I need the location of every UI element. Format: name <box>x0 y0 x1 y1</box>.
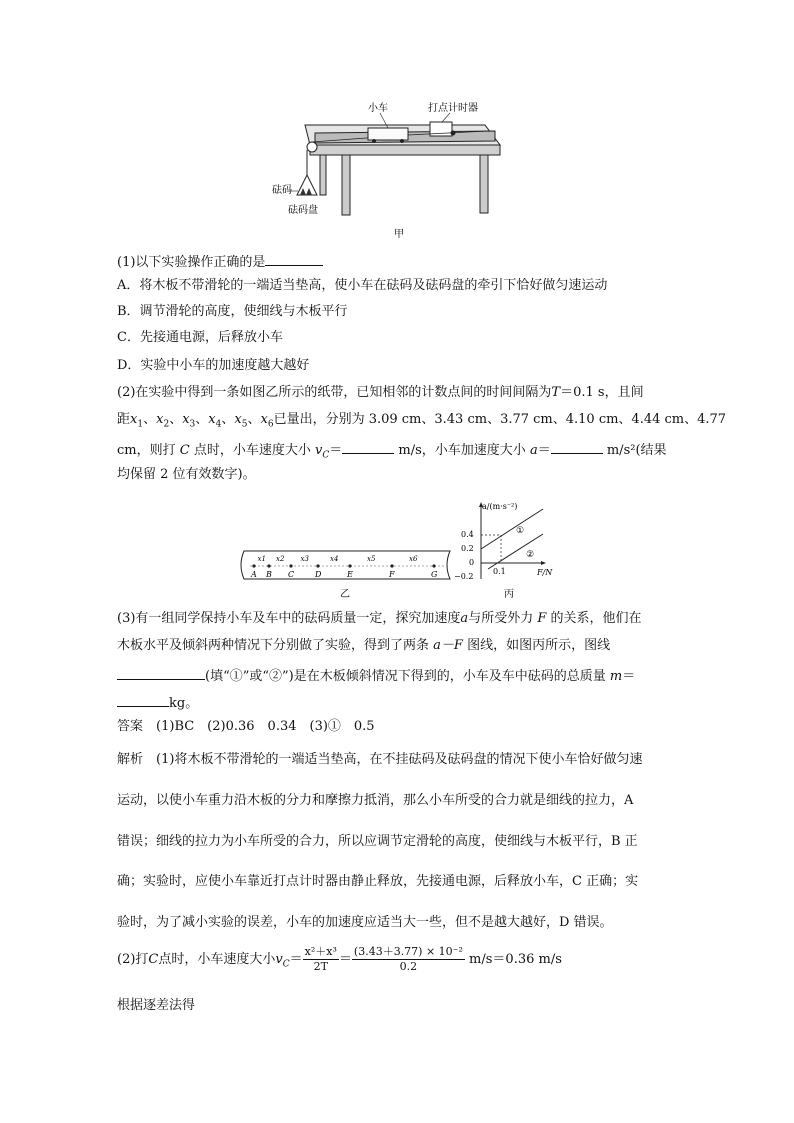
label-pan: 砝码盘 <box>288 205 318 216</box>
table-edge <box>310 145 500 155</box>
leg-right-front <box>480 155 488 213</box>
analysis-line3: 错误；细线的拉力为小车所受的合力，所以应调节定滑轮的高度，使细线与木板平行，B 正 <box>117 834 638 849</box>
velocity-blank[interactable] <box>342 439 394 454</box>
analysis-line4: 确；实验时，应使小车靠近打点计时器由静止释放，先接通电源，后释放小车，C 正确；实 <box>117 874 639 889</box>
x-axis-label: F/N <box>537 568 553 577</box>
label-weight: 砝码 <box>272 185 292 196</box>
q1-option-d: D．实验中小车的加速度越大越好 <box>117 358 310 373</box>
analysis-line1: 解析 (1)将木板不带滑轮的一端适当垫高，在不挂砝码及砝码盘的情况下使小车恰好做匀速 <box>117 752 643 767</box>
q2-line2: 距$x_1$、$x_2$、$x_3$、$x_4$、$x_5$、$x_6$已量出，分别为 3.09 cm、3.43 cm、3.77 cm、4.10 cm、4.44 cm、4.77 <box>117 412 727 430</box>
xtick-0.1: 0.1 <box>493 567 506 576</box>
acceleration-blank[interactable] <box>551 439 603 454</box>
ytick-neg0.2: −0.2 <box>454 572 474 581</box>
tape-point-A <box>252 564 255 567</box>
tape-point-G <box>432 564 435 567</box>
weights-icon <box>300 188 312 195</box>
tape-segment-x6: x6 <box>409 555 418 563</box>
fraction-2: $\frac{\text{(3.43＋3.77) × 10⁻²}}{0.2}$ <box>353 945 463 973</box>
weight-pan <box>297 175 317 195</box>
q2-line3: cm，则打 C 点时，小车速度大小 $v_C= m/s$，小车加速度大小 a＝ m/s²(结果 <box>117 439 667 460</box>
tape-point-F <box>390 564 393 567</box>
q1-option-b: B．调节滑轮的高度，使细线与木板平行 <box>117 304 348 319</box>
analysis-formula: (2)打C点时，小车速度大小$v_C=$ $\frac{\text{x²＋x³}}{2T}$ ＝ $\frac{\text{(3.43＋3.77) × 10⁻²}}{0.2}$ m/s＝0.36 m/s <box>117 945 562 973</box>
tape-segment-x5: x5 <box>367 555 376 563</box>
tape-segment-x3: x3 <box>300 555 309 563</box>
analysis-line2: 运动，以使小车重力沿木板的分力和摩擦力抵消，那么小车所受的合力就是细线的拉力，A <box>117 793 634 808</box>
q1-option-a: A．将木板不带滑轮的一端适当垫高，使小车在砝码及砝码盘的牵引下恰好做匀速运动 <box>117 278 608 293</box>
tape-point-B <box>267 564 270 567</box>
paper-tape <box>241 551 450 579</box>
leg-left-front <box>342 155 350 215</box>
analysis-line5: 验时，为了减小实验的误差，小车的加速度应适当大一些，但不是越大越好，D 错误。 <box>117 915 613 930</box>
q3-line2: 木板水平及倾斜两种情况下分别做了实验，得到了两条 a－F 图线，如图丙所示，图线 <box>117 638 611 653</box>
tape-segment-x2: x2 <box>276 555 285 563</box>
tape-label-G: G <box>431 570 438 579</box>
cart <box>368 128 408 140</box>
fraction-1: $\frac{\text{x²＋x³}}{2T}$ <box>304 945 337 973</box>
figure-yi <box>236 545 456 600</box>
q2-line4: 均保留 2 位有效数字)。 <box>117 467 256 482</box>
figure-jia <box>270 95 540 245</box>
analysis-last: 根据逐差法得 <box>117 998 196 1013</box>
label-cart: 小车 <box>368 103 388 114</box>
tape-point-D <box>316 564 319 567</box>
tape-label-A: A <box>251 570 257 579</box>
ytick-0.4: 0.4 <box>461 530 474 539</box>
graph-choice-blank[interactable] <box>117 665 205 680</box>
figure-bing <box>446 497 556 602</box>
tape-segment-x4: x4 <box>330 555 339 563</box>
tape-label-F: F <box>389 570 395 579</box>
caption-yi: 乙 <box>340 589 350 600</box>
line-1 <box>481 509 543 549</box>
mass-blank[interactable] <box>117 692 169 707</box>
answer-line: 答案 (1)BC (2)0.36 0.34 (3)① 0.5 <box>117 719 375 734</box>
q1-option-c: C．先接通电源，后释放小车 <box>117 330 283 345</box>
caption-jia: 甲 <box>394 229 404 240</box>
label-timer: 打点计时器 <box>428 103 478 114</box>
leg-left-back <box>320 155 326 195</box>
tape-label-D: D <box>315 570 322 579</box>
tape-label-E: E <box>347 570 353 579</box>
tape-label-B: B <box>266 570 272 579</box>
line-2-label: ② <box>526 550 535 560</box>
y-axis-label: a/(m·s⁻²) <box>482 502 518 511</box>
tape-label-C: C <box>288 570 295 579</box>
q3-line4: kg。 <box>117 692 198 713</box>
q1-stem: (1)以下实验操作正确的是 <box>117 251 323 272</box>
q3-line3: (填“①”或“②”)是在木板倾斜情况下得到的，小车及车中砝码的总质量 m＝ <box>117 665 635 686</box>
q3-line1: (3)有一组同学保持小车及车中的砝码质量一定，探究加速度a与所受外力 F 的关系，他们在 <box>117 611 642 626</box>
line-1-label: ① <box>516 526 525 536</box>
tape-segment-x1: x1 <box>257 555 266 563</box>
pulley <box>307 142 317 152</box>
q2-line1: (2)在实验中得到一条如图乙所示的纸带，已知相邻的计数点间的时间间隔为T＝0.1 s，且间 <box>117 385 644 400</box>
tape-point-E <box>348 564 351 567</box>
ytick-0.2: 0.2 <box>461 544 474 553</box>
tape-point-C <box>289 564 292 567</box>
answer-blank[interactable] <box>265 251 323 266</box>
caption-bing: 丙 <box>504 589 514 600</box>
ytick-0: 0 <box>469 558 475 567</box>
